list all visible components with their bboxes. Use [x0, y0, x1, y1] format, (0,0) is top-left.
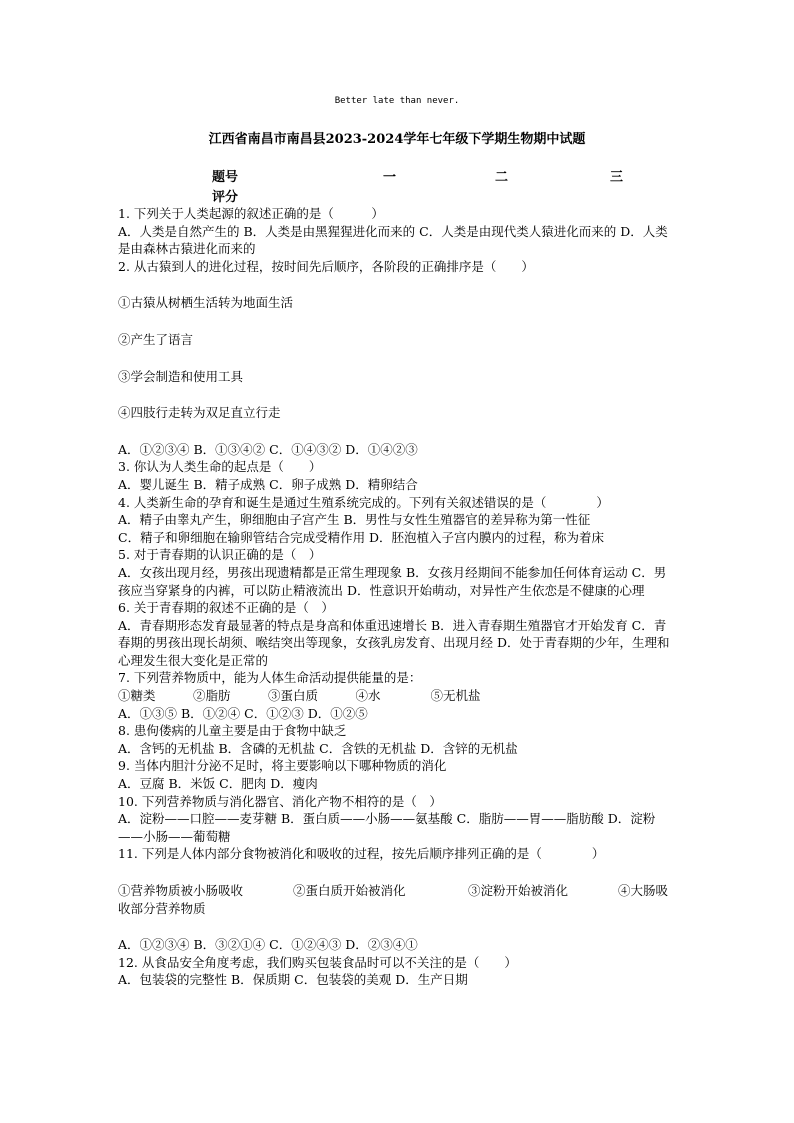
question-options: A．豆腐 B．米饭 C．肥肉 D．瘦肉: [118, 776, 318, 792]
score-table: [212, 166, 652, 206]
question-options: A．①③⑤ B．①②④ C．①②③ D．①②⑤: [118, 705, 368, 721]
question-options: A．人类是自然产生的 B．人类是由黑猩猩进化而来的 C．人类是由现代类人猿进化而来的 D．人类是由森林古猿进化而来的: [118, 223, 668, 257]
question-options: A．精子由睾丸产生，卵细胞由子宫产生 B．男性与女性生殖器官的差异称为第一性征: [118, 512, 591, 528]
question-stem: 4. 人类新生命的孕育和诞生是通过生殖系统完成的。下列有关叙述错误的是（ ）: [118, 494, 609, 510]
question-options: A．包装袋的完整性 B．保质期 C．包装袋的美观 D．生产日期: [118, 972, 468, 988]
score-table-score-row: [212, 186, 652, 206]
question-stem: 7. 下列营养物质中，能为人体生命活动提供能量的是：: [118, 670, 422, 686]
page-motto: Better late than never.: [334, 96, 460, 106]
score-table-col-1: 一: [383, 170, 397, 185]
question-item: ②产生了语言: [118, 331, 194, 347]
question-items: ①营养物质被小肠吸收 ②蛋白质开始被消化 ③淀粉开始被消化 ④大肠吸收部分营养物质: [118, 883, 669, 916]
question-stem: 1. 下列关于人类起源的叙述正确的是（ ）: [118, 206, 384, 221]
question-options: A．①②③④ B．①③④② C．①④③② D．①④②③: [118, 441, 418, 457]
question-stem: 5. 对于青春期的认识正确的是（ ）: [118, 547, 322, 563]
question-stem: 9. 当体内胆汁分泌不足时，将主要影响以下哪种物质的消化: [118, 758, 447, 774]
question-options: A．含钙的无机盐 B．含磷的无机盐 C．含铁的无机盐 D．含锌的无机盐: [118, 740, 518, 756]
question-options: A．女孩出现月经，男孩出现遗精都是正常生理现象 B．女孩月经期间不能参加任何体育运动 C．男孩应当穿紧身的内裤，可以防止精液流出 D．性意识开始萌动，对异性产生依恋是不健康的心理: [118, 564, 667, 598]
question-stem: 11. 下列是人体内部分食物被消化和吸收的过程，按先后顺序排列正确的是（ ）: [118, 846, 605, 862]
question-stem: 12. 从食品安全角度考虑，我们购买包装食品时可以不关注的是（ ）: [118, 954, 517, 970]
question-stem: 10. 下列营养物质与消化器官、消化产物不相符的是（ ）: [118, 793, 442, 809]
question-list: [118, 205, 678, 989]
question-item: ④四肢行走转为双足直立行走: [118, 405, 281, 421]
question-stem: 3. 你认为人类生命的起点是（ ）: [118, 459, 322, 475]
page-title: 江西省南昌市南昌县2023-2024学年七年级下学期生物期中试题: [208, 132, 586, 147]
question-options: A．青春期形态发育最显著的特点是身高和体重迅速增长 B．进入青春期生殖器官才开始发育 C．青春期的男孩出现长胡须、喉结突出等现象，女孩乳房发育、出现月经 D．处于青春期的少年，生理和心理发生很大变化是正常的: [118, 617, 670, 668]
question-item: ③学会制造和使用工具: [118, 368, 244, 384]
question-options: A．婴儿诞生 B．精子成熟 C．卵子成熟 D．精卵结合: [118, 476, 418, 492]
score-table-col-2: 二: [495, 170, 509, 185]
question-options: A．淀粉——口腔——麦芽糖 B．蛋白质——小肠——氨基酸 C．脂肪——胃——脂肪酸 D．淀粉——小肠——葡萄糖: [118, 811, 656, 844]
question-stem: 2. 从古猿到人的进化过程，按时间先后顺序，各阶段的正确排序是（ ）: [118, 258, 534, 274]
score-table-col-label: 题号: [212, 170, 239, 185]
score-table-row-label: 评分: [212, 190, 239, 205]
question-options: A．①②③④ B．③②①④ C．①②④③ D．②③④①: [118, 937, 418, 953]
question-stem: 6. 关于青春期的叙述不正确的是（ ）: [118, 600, 334, 616]
question-item: ①古猿从树栖生活转为地面生活: [118, 295, 294, 311]
score-table-col-3: 三: [610, 170, 624, 185]
score-table-header-row: [212, 166, 652, 186]
question-items: ①糖类 ②脂肪 ③蛋白质 ④水 ⑤无机盐: [118, 688, 481, 704]
question-options: C．精子和卵细胞在输卵管结合完成受精作用 D．胚泡植入子宫内膜内的过程，称为着床: [118, 529, 605, 545]
question-stem: 8. 患佝偻病的儿童主要是由于食物中缺乏: [118, 723, 347, 739]
